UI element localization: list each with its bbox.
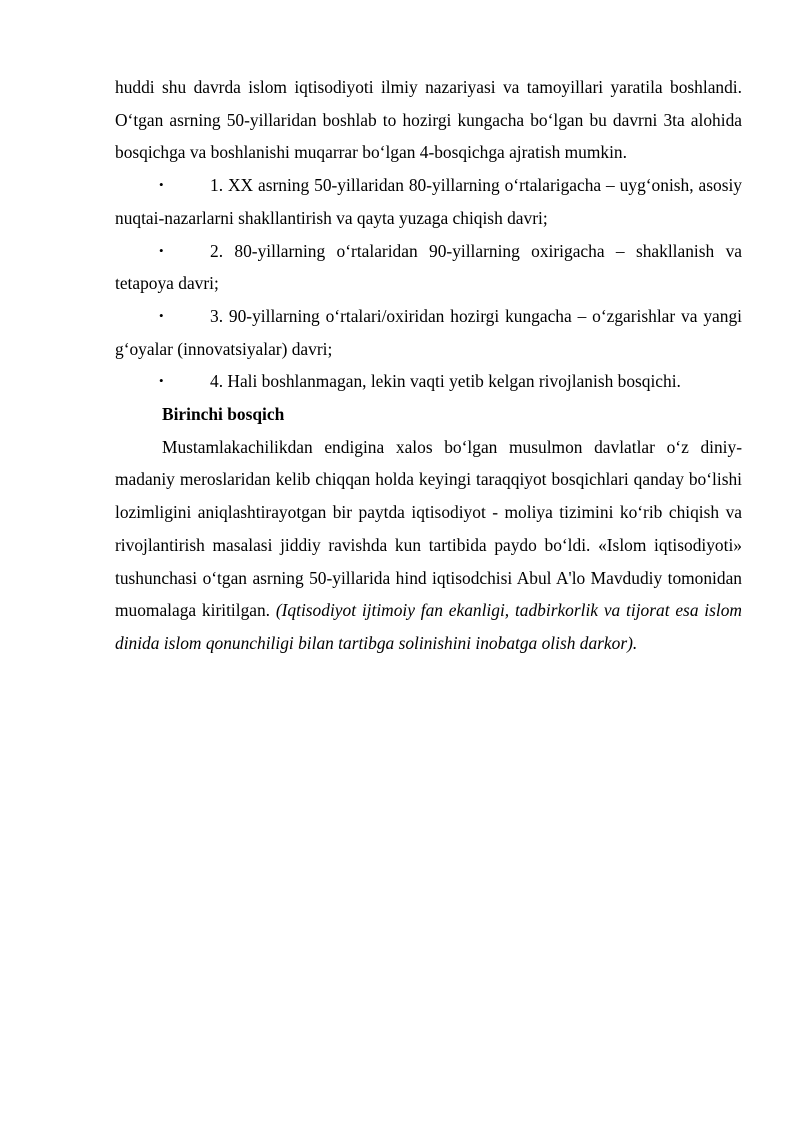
bullet-icon: • xyxy=(159,177,164,193)
bullet-icon: • xyxy=(159,307,164,323)
bullet-icon: • xyxy=(159,242,164,258)
list-item xyxy=(115,365,742,398)
body-paragraph-italic: (Iqtisodiyot ijtimoiy fan ekanligi, tadbirkorlik va tijorat esa islom dinida islom qonunchiligi bilan tartibga solinishini inobatga olish darkor). xyxy=(115,600,742,653)
list-item-text: 3. 90-yillarning o‘rtalari/oxiridan hozirgi kungacha – o‘zgarishlar va yangi g‘oyalar (innovatsiyalar) davri; xyxy=(115,305,742,359)
document-page xyxy=(115,71,742,660)
list-item xyxy=(115,235,742,300)
bullet-icon: • xyxy=(159,373,164,389)
list-item xyxy=(115,300,742,365)
list-item-text: 1. XX asrning 50-yillaridan 80-yillarning o‘rtalarigacha – uyg‘onish, asosiy nuqtai-nazarlarni shakllantirish va qayta yuzaga chiqish davri; xyxy=(115,175,742,228)
body-paragraph xyxy=(115,431,742,660)
stage-list xyxy=(115,169,742,398)
list-item-text: 2. 80-yillarning o‘rtalaridan 90-yillarning oxirigacha – shakllanish va tetapoya davri; xyxy=(115,240,742,294)
list-item-text: 4. Hali boshlanmagan, lekin vaqti yetib kelgan rivojlanish bosqichi. xyxy=(210,371,681,392)
list-item xyxy=(115,169,742,234)
intro-paragraph: huddi shu davrda islom iqtisodiyoti ilmiy nazariyasi va tamoyillari yaratila boshlandi. O‘tgan asrning 50-yillaridan boshlab to hozirgi kungacha bo‘lgan bu davrni 3ta alohida bosqichga va boshlanishi muqarrar bo‘lgan 4-bosqichga ajratish mumkin. xyxy=(115,77,742,163)
body-paragraph-text: Mustamlakachilikdan endigina xalos bo‘lgan musulmon davlatlar o‘z diniy-madaniy meroslaridan kelib chiqqan holda keyingi taraqqiyot bosqichlari qanday bo‘lishi lozimligini aniqlashtirayotgan bir paytda iqtisodiyot - moliya tizimini ko‘rib chiqish va rivojlantirish masalasi jiddiy ravishda kun tartibida paydo bo‘ldi. «Islom iqtisodiyoti» tushunchasi o‘tgan asrning 50-yillarida hind iqtisodchisi Abul A'lo Mavdudiy tomonidan muomalaga kiritilgan. xyxy=(115,436,742,621)
section-heading: Birinchi bosqich xyxy=(162,404,285,425)
